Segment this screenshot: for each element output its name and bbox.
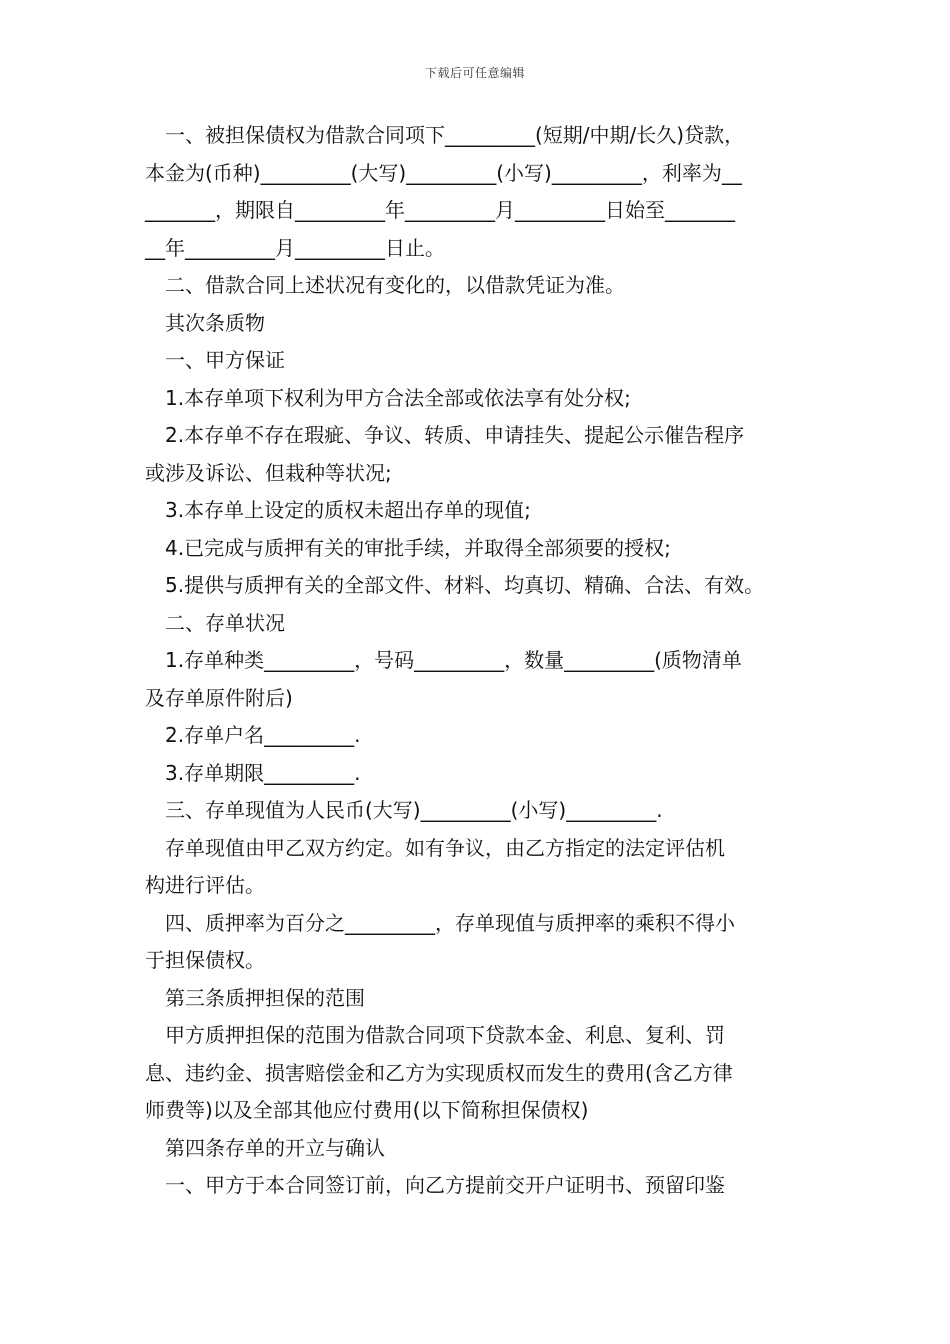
paragraph-line: 二、借款合同上述状况有变化的，以借款凭证为准。	[165, 273, 625, 297]
list-item: 2.存单户名_________.	[165, 723, 361, 747]
list-item: 2.本存单不存在瑕疵、争议、转质、申请挂失、提起公示催告程序	[165, 423, 745, 447]
paragraph-line: 存单现值由甲乙双方约定。如有争议，由乙方指定的法定评估机	[165, 835, 725, 860]
subsection-heading: 二、存单状况	[165, 610, 285, 635]
list-item: 4.已完成与质押有关的审批手续，并取得全部须要的授权;	[165, 535, 671, 560]
paragraph-line: 本金为(币种)_________(大写)_________(小写)_________，利率为__	[145, 160, 742, 185]
document-body	[145, 117, 825, 1205]
paragraph-line: _______，期限自_________年_________月_________日始至_______	[145, 198, 735, 222]
paragraph-line: 师费等)以及全部其他应付费用(以下简称担保债权)	[145, 1098, 589, 1122]
section-heading: 第三条质押担保的范围	[165, 985, 365, 1010]
list-item: 1.本存单项下权利为甲方合法全部或依法享有处分权;	[165, 385, 631, 410]
list-item: 3.本存单上设定的质权未超出存单的现值;	[165, 498, 531, 522]
list-item: 5.提供与质押有关的全部文件、材料、均真切、精确、合法、有效。	[165, 573, 765, 597]
page-header: 下载后可任意编辑	[424, 66, 525, 80]
list-item: 3.存单期限_________.	[165, 760, 361, 785]
paragraph-line: 四、质押率为百分之_________，存单现值与质押率的乘积不得小	[165, 910, 735, 935]
subsection-heading: 一、甲方保证	[165, 348, 285, 372]
list-item-continuation: 及存单原件附后)	[145, 685, 293, 710]
paragraph-line: 一、被担保债权为借款合同项下_________(短期/中期/长久)贷款，	[165, 123, 745, 147]
list-item: 1.存单种类_________，号码_________，数量_________(质物清单	[165, 648, 742, 672]
section-heading: 其次条质物	[165, 310, 265, 335]
paragraph-line: 构进行评估。	[145, 873, 265, 897]
paragraph-line: __年_________月_________日止。	[145, 235, 445, 260]
section-heading: 第四条存单的开立与确认	[165, 1135, 385, 1160]
paragraph-line: 于担保债权。	[145, 948, 265, 972]
paragraph-line: 三、存单现值为人民币(大写)_________(小写)_________.	[165, 798, 663, 822]
paragraph-line: 甲方质押担保的范围为借款合同项下贷款本金、利息、复利、罚	[165, 1023, 725, 1047]
list-item-continuation: 或涉及诉讼、但栽种等状况;	[145, 460, 392, 485]
paragraph-line: 一、甲方于本合同签订前，向乙方提前交开户证明书、预留印鉴	[165, 1173, 725, 1197]
paragraph-line: 息、违约金、损害赔偿金和乙方为实现质权而发生的费用(含乙方律	[145, 1060, 733, 1085]
